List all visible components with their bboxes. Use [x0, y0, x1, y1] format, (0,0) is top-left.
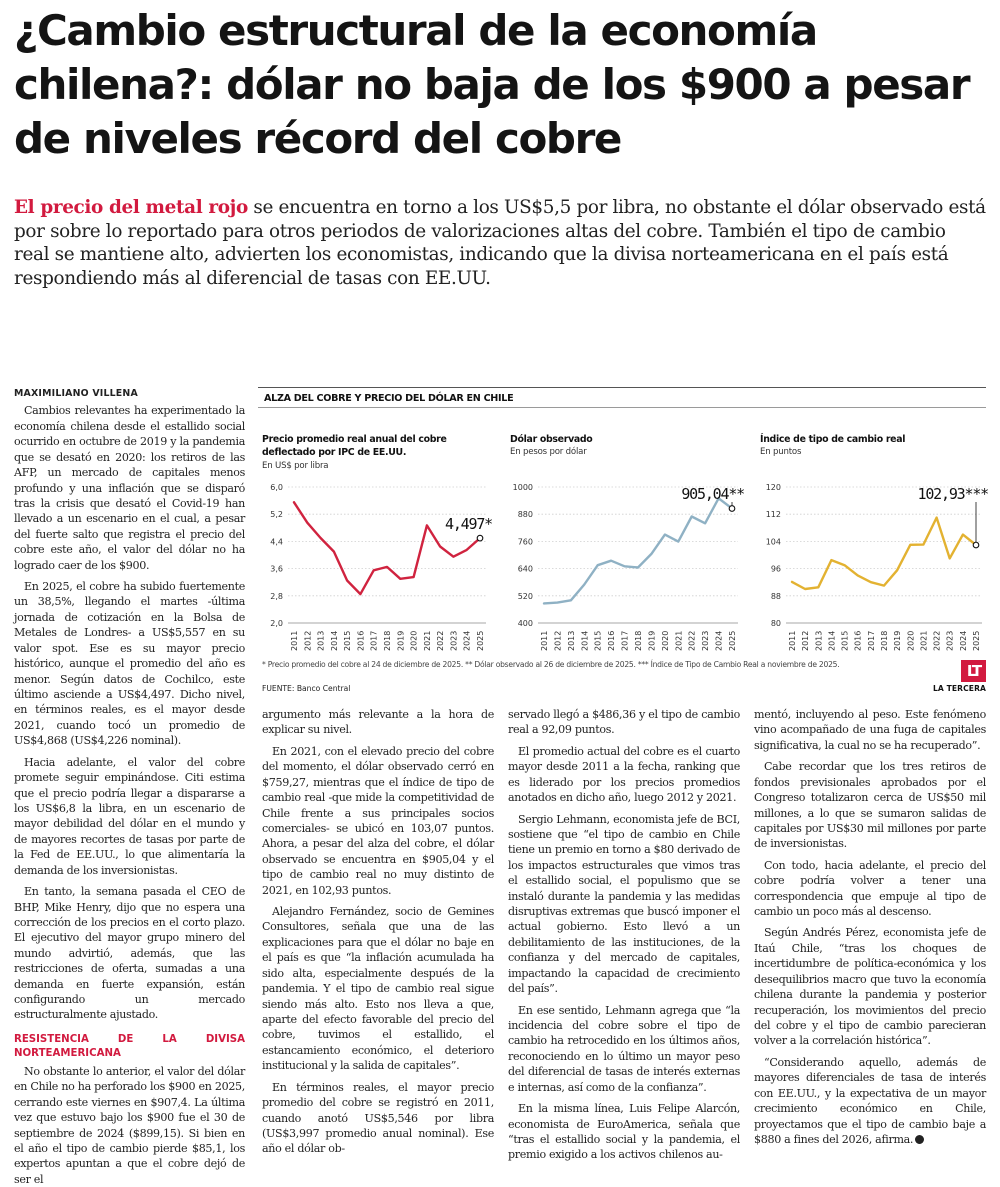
chart-3-y-tick: 88	[770, 591, 781, 601]
paragraph: servado llegó a $486,36 y el tipo de cambio real a 92,09 puntos.	[508, 708, 740, 737]
paragraph: No obstante lo anterior, el valor del dólar en Chile no ha perforado los $900 en 2025, cerrando este viernes en $907,4. La última vez que estuvo bajo los $900 fue el 30 de septiembre de 2024 ($899,15). Si bien en el año el tipo de cambio pierde $85,1, los expertos apuntan a que el cobre dejó de ser el	[14, 1064, 245, 1186]
chart-1-x-tick: 2014	[329, 630, 339, 651]
chart-2-x-tick: 2014	[580, 630, 590, 651]
chart-box-title: ALZA DEL COBRE Y PRECIO DEL DÓLAR EN CHILE	[264, 393, 514, 404]
chart-2-y-tick: 760	[517, 537, 533, 547]
brand-name: LA TERCERA	[932, 684, 986, 693]
column-1	[14, 386, 245, 1187]
lede-text: se encuentra en torno a los US$5,5 por libra, no obstante el dólar observado está por sobre lo reportado para otros periodos de valorizaciones altas del cobre. También el tipo de cambio real se mantiene alto, advierten los economistas, indicando que la divisa norteamericana en el país está respondiendo más al diferencial de tasas con EE.UU.	[14, 197, 986, 289]
chart-3-x-tick: 2015	[840, 630, 850, 651]
column-2	[262, 707, 494, 1157]
chart-2-x-tick: 2018	[634, 630, 643, 651]
chart-3-y-tick: 104	[765, 537, 781, 547]
paragraph: El promedio actual del cobre es el cuarto mayor desde 2011 a la fecha, ranking que es liderado por los precios promedios anotados en dicho año, luego 2012 y 2021.	[508, 744, 740, 805]
paragraph: Sergio Lehmann, economista jefe de BCI, sostiene que “el tipo de cambio en Chile tiene un premio en torno a $80 derivado de los impactos estructurales que vimos tras el estallido social, el populismo que se instaló durante la pandemia y las medidas disruptivas extremas que buscó imponer el actual gobierno. Esto llevó a un debilitamiento de las instituciones, de la confianza y del mercado de capitales, impactando la capacidad de crecimiento del país”.	[508, 812, 740, 996]
chart-2-end-label: 905,04**	[681, 485, 744, 503]
section-subhead: RESISTENCIA DE LA DIVISA NORTEAMERICANA	[14, 1033, 245, 1059]
chart-2-y-tick: 1000	[512, 483, 533, 492]
chart-3-x-tick: 2019	[893, 630, 903, 651]
chart-1-x-tick: 2017	[369, 630, 379, 651]
chart-3-y-tick: 96	[770, 564, 781, 574]
chart-3-x-tick: 2024	[958, 630, 968, 651]
chart-2-x-tick: 2017	[620, 630, 630, 651]
chart-1-x-tick: 2019	[396, 630, 406, 651]
lede-kicker: El precio del metal rojo	[14, 197, 248, 218]
chart-1-x-tick: 2023	[449, 630, 459, 651]
paragraph: mentó, incluyendo al peso. Este fenómeno vino acompañado de una fuga de capitales significativa, la cual no se ha recuperado”.	[754, 708, 986, 752]
lede	[14, 196, 986, 290]
chart-3-x-tick: 2025	[972, 630, 981, 651]
brand-logo: LT	[961, 660, 986, 682]
chart-2-y-tick: 880	[517, 510, 533, 520]
chart-3-unit: En puntos	[760, 447, 802, 457]
paragraph: Hacia adelante, el valor del cobre promete seguir empinándose. Citi estima que el precio podría llegar a dispararse a los US$6,8 la libra, en un escenario de mayor debilidad del dólar en el mundo y de mayores recortes de tasas por parte de la Fed de EE.UU., lo que alimentaría la demanda de los inversionistas.	[14, 755, 245, 877]
chart-2-x-tick: 2025	[728, 630, 737, 651]
chart-2-x-tick: 2016	[607, 630, 617, 651]
chart-1-y-tick: 4,4	[270, 537, 283, 547]
chart-3-x-tick: 2021	[919, 630, 929, 651]
chart-1-y-tick: 6,0	[270, 483, 283, 492]
chart-footnote: * Precio promedio del cobre al 24 de diciembre de 2025. ** Dólar observado al 26 de diciembre de 2025. *** Índice de Tipo de Cambio Real a noviembre de 2025.	[262, 660, 840, 669]
chart-1-x-tick: 2018	[383, 630, 392, 651]
chart-3-y-tick: 112	[765, 510, 781, 520]
chart-1-x-tick: 2021	[422, 630, 432, 651]
chart-2-unit: En pesos por dólar	[510, 447, 587, 457]
paragraph: Con todo, hacia adelante, el precio del cobre podría volver a tener una correspondencia que empuje al tipo de cambio un poco más al descenso.	[754, 858, 986, 919]
chart-1-x-tick: 2013	[316, 630, 326, 651]
chart-1-x-tick: 2012	[303, 630, 313, 651]
chart-3-x-tick: 2014	[827, 630, 837, 651]
byline: MAXIMILIANO VILLENA	[14, 388, 138, 399]
chart-1-end-label: 4,497*	[445, 515, 492, 534]
chart-3-title: Índice de tipo de cambio real	[760, 434, 906, 445]
chart-1-x-tick: 2016	[356, 630, 366, 651]
chart-1-x-tick: 2011	[290, 630, 299, 651]
chart-3-x-tick: 2023	[945, 630, 955, 651]
chart-2-end-point	[729, 506, 735, 512]
chart-1-x-tick: 2022	[436, 630, 446, 651]
chart-3-x-tick: 2018	[880, 630, 889, 651]
chart-2-x-tick: 2019	[647, 630, 657, 651]
chart-1-y-tick: 2,0	[270, 619, 283, 628]
paragraph: Alejandro Fernández, socio de Gemines Consultores, señala que una de las explicaciones para que el dólar no baje en el país es que “la inflación acumulada ha sido alta, especialmente después de la pandemia. Y el tipo de cambio real sigue siendo más alto. Esto nos lleva a que, aparte del efecto favorable del precio del cobre, tuvimos el estallido, el estancamiento económico, el deterioro institucional y la salida de capitales”.	[262, 905, 494, 1073]
chart-1-x-tick: 2020	[409, 630, 419, 651]
charts-svg	[258, 387, 986, 657]
chart-2-x-tick: 2024	[714, 630, 724, 651]
chart-1-y-tick: 5,2	[270, 510, 283, 520]
chart-2-x-tick: 2015	[593, 630, 603, 651]
paragraph: En tanto, la semana pasada el CEO de BHP, Mike Henry, dijo que no espera una corrección de los precios en el corto plazo. El ejecutivo del mayor grupo minero del mundo advirtió, además, que las restricciones de oferta, sumadas a una demanda en fuerte expansión, están configurando un mercado estructuralmente ajustado.	[14, 885, 245, 1022]
chart-3-x-tick: 2012	[801, 630, 811, 651]
chart-2-y-tick: 520	[517, 591, 533, 601]
chart-2-x-tick: 2011	[540, 630, 549, 651]
chart-1-x-tick: 2024	[462, 630, 472, 651]
chart-3-x-tick: 2011	[788, 630, 797, 651]
chart-box	[258, 387, 986, 695]
headline: ¿Cambio estructural de la economía chilena?: dólar no baja de los $900 a pesar de niveles récord del cobre	[14, 6, 970, 163]
chart-2-x-tick: 2012	[553, 630, 563, 651]
chart-3-series-line	[792, 518, 976, 589]
chart-3-x-tick: 2013	[814, 630, 824, 651]
chart-source: FUENTE: Banco Central	[262, 684, 351, 693]
chart-3-y-tick: 80	[770, 619, 781, 628]
paragraph: Cambios relevantes ha experimentado la economía chilena desde el estallido social ocurrido en octubre de 2019 y la pandemia que se desató en 2020: los retiros de las AFP, un mercado de capitales menos profundo y una inflación que se disparó tras la crisis que desató el Covid-19 han llevado a un escenario en el cual, a pesar del fuerte salto que registra el precio del cobre este año, el valor del dólar no ha logrado caer de los $900.	[14, 404, 245, 572]
chart-1-y-tick: 3,6	[270, 564, 283, 574]
chart-1-x-tick: 2025	[476, 630, 485, 651]
chart-3-y-tick: 120	[765, 483, 781, 492]
chart-2-x-tick: 2022	[687, 630, 697, 651]
chart-2-x-tick: 2023	[701, 630, 711, 651]
chart-3-x-tick: 2017	[866, 630, 876, 651]
paragraph: En ese sentido, Lehmann agrega que “la incidencia del cobre sobre el tipo de cambio ha retrocedido en los últimos años, reconociendo en lo último un mayor peso del diferencial de tasas de interés externas e internas, así como de la confianza”.	[508, 1003, 740, 1094]
paragraph: Según Andrés Pérez, economista jefe de Itaú Chile, “tras los choques de incertidumbre de política-económica y los desequilibrios macro que tuvo la economía chilena durante la pandemia y posterior recuperación, los movimientos del precio del cobre y el tipo de cambio parecieran volver a la correlación histórica”.	[754, 926, 986, 1048]
paragraph: Cabe recordar que los tres retiros de fondos previsionales aprobados por el Congreso totalizaron cerca de US$50 mil millones, a lo que se sumaron salidas de capitales por US$30 mil millones por parte de inversionistas.	[754, 760, 986, 851]
column-3	[508, 707, 740, 1163]
chart-1-title: Precio promedio real anual del cobre deflectado por IPC de EE.UU.	[262, 434, 447, 458]
paragraph: argumento más relevante a la hora de explicar su nivel.	[262, 708, 494, 737]
end-mark-icon	[915, 1135, 924, 1144]
closing-text: “Considerando aquello, además de mayores diferenciales de tasa de interés con EE.UU., y la expectativa de un mayor crecimiento económico en Chile, proyectamos que el tipo de cambio baje a $880 a fines del 2026, afirma.	[754, 1055, 986, 1146]
paragraph: En 2025, el cobre ha subido fuertemente un 38,5%, llegando el martes -última jornada de cotización en la Bolsa de Metales de Londres- a US$5,557 en su valor spot. Ese es su mayor precio histórico, aunque el promedio del año es menor. Según datos de Cochilco, este último asciende a US$4,497. Dicho nivel, en términos reales, es el mayor desde 2021, cuando tocó un promedio de US$4,868 (US$4,226 nominal).	[14, 580, 245, 748]
paragraph	[754, 1055, 986, 1148]
chart-3-x-tick: 2016	[853, 630, 863, 651]
chart-3-end-label: 102,93***	[917, 485, 988, 503]
chart-1-y-tick: 2,8	[270, 591, 283, 601]
chart-2-x-tick: 2013	[566, 630, 576, 651]
paragraph: En la misma línea, Luis Felipe Alarcón, economista de EuroAmerica, señala que “tras el estallido social y la pandemia, el premio exigido a los activos chilenos au-	[508, 1102, 740, 1162]
chart-3-x-tick: 2022	[932, 630, 942, 651]
paragraph: En términos reales, el mayor precio promedio del cobre se registró en 2011, cuando anotó US$5,546 por libra (US$3,997 promedio anual nominal). Ese año el dólar ob-	[262, 1080, 494, 1156]
paragraph: En 2021, con el elevado precio del cobre del momento, el dólar observado cerró en $759,27, mientras que el índice de tipo de cambio real -que mide la competitividad de Chile frente a sus principales socios comerciales- se ubicó en 103,07 puntos. Ahora, a pesar del alza del cobre, el dólar observado se encuentra en $905,04 y el tipo de cambio real no muy distinto de 2021, en 102,93 puntos.	[262, 744, 494, 897]
chart-2-x-tick: 2020	[660, 630, 670, 651]
column-4	[754, 707, 986, 1147]
chart-2-y-tick: 400	[517, 619, 533, 628]
chart-3-x-tick: 2020	[906, 630, 916, 651]
chart-2-title: Dólar observado	[510, 434, 593, 445]
chart-2-y-tick: 640	[517, 564, 533, 574]
chart-1-x-tick: 2015	[343, 630, 353, 651]
chart-1-end-point	[477, 535, 483, 541]
chart-2-x-tick: 2021	[674, 630, 684, 651]
chart-3-end-point	[973, 542, 979, 548]
chart-1-unit: En US$ por libra	[262, 461, 329, 471]
